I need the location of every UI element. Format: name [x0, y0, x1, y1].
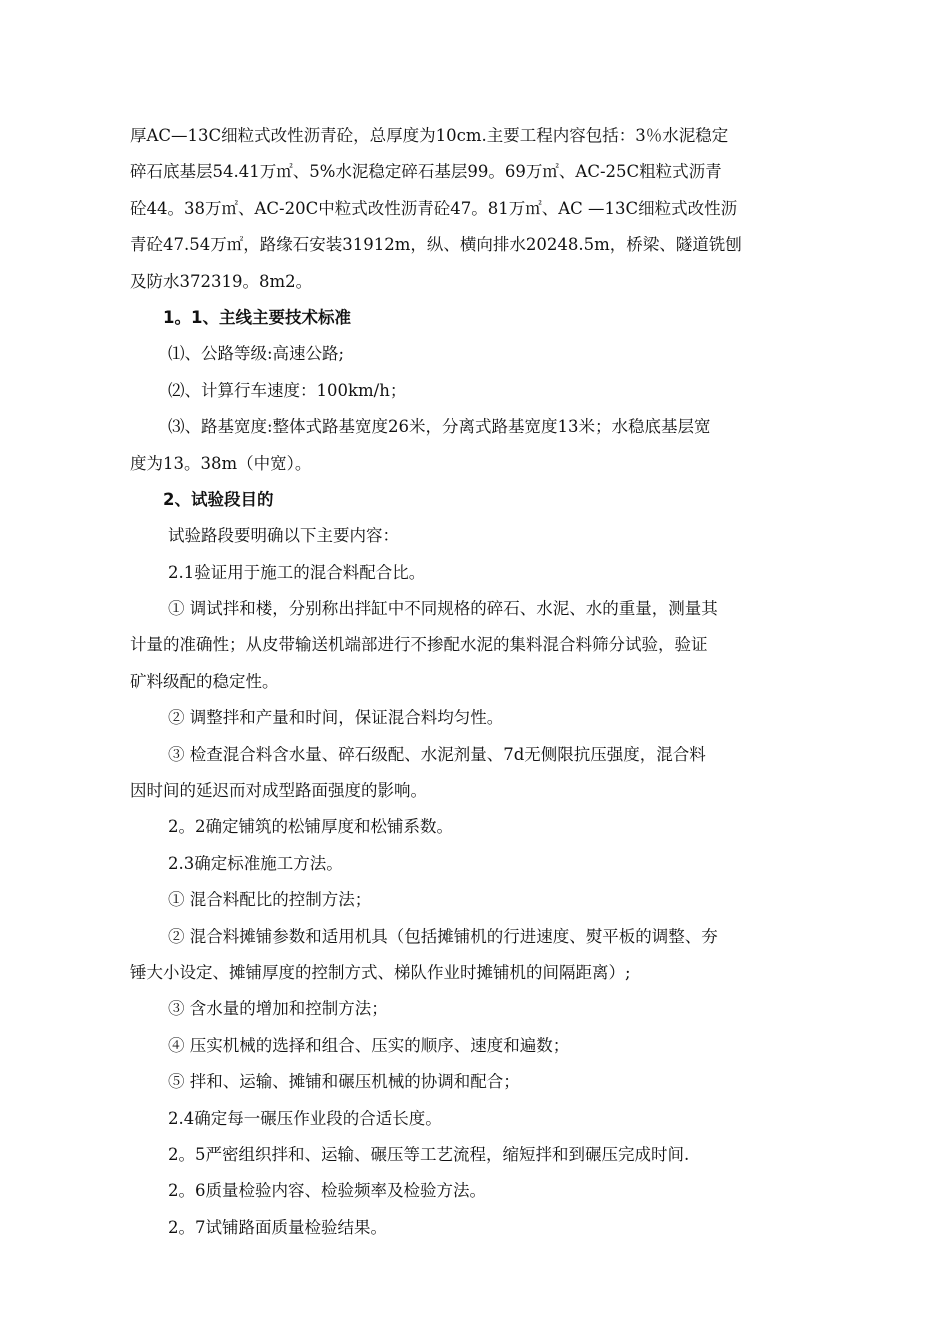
paragraph-2-3-a: ① 混合料配比的控制方法；	[168, 890, 372, 910]
document-body	[130, 118, 810, 1246]
text-line: 矿料级配的稳定性。	[130, 671, 279, 691]
text-line: ② 混合料摊铺参数和适用机具（包括摊铺机的行进速度、熨平板的调整、夯	[168, 926, 718, 946]
text-line: 计量的准确性；从皮带输送机端部进行不掺配水泥的集料混合料筛分试验，验证	[130, 635, 708, 655]
standard-item-1: ⑴、公路等级:高速公路;	[168, 344, 345, 364]
paragraph-2-6: 2。6质量检验内容、检验频率及检验方法。	[168, 1181, 486, 1201]
standard-item-2: ⑵、计算行车速度：100km/h；	[168, 380, 407, 400]
text-line: 砼44。38万㎡、AC-20C中粒式改性沥青砼47。81万㎡、AC —13C细粒式改性沥	[130, 198, 738, 218]
text-line: ③ 检查混合料含水量、碎石级配、水泥剂量、7d无侧限抗压强度，混合料	[168, 744, 706, 764]
text-line: 及防水372319。8m2。	[130, 271, 313, 291]
paragraph-2-1: 2.1验证用于施工的混合料配合比。	[168, 562, 426, 582]
paragraph-2-2: 2。2确定铺筑的松铺厚度和松铺系数。	[168, 817, 453, 837]
paragraph-2-7: 2。7试铺路面质量检验结果。	[168, 1217, 387, 1237]
paragraph-2-3-c: ③ 含水量的增加和控制方法；	[168, 999, 388, 1019]
paragraph-2-3-e: ⑤ 拌和、运输、摊铺和碾压机械的协调和配合；	[168, 1072, 520, 1092]
paragraph-2-1-b: ② 调整拌和产量和时间，保证混合料均匀性。	[168, 708, 504, 728]
paragraph-intro: 试验路段要明确以下主要内容：	[168, 526, 399, 546]
text-line: ⑶、路基宽度:整体式路基宽度26米，分离式路基宽度13米；水稳底基层宽	[168, 417, 711, 437]
paragraph-2-4: 2.4确定每一碾压作业段的合适长度。	[168, 1108, 442, 1128]
text-line: ① 调试拌和楼，分别称出拌缸中不同规格的碎石、水泥、水的重量，测量其	[168, 599, 718, 619]
text-line: 锤大小设定、摊铺厚度的控制方式、梯队作业时摊铺机的间隔距离）;	[130, 962, 631, 982]
text-line: 青砼47.54万㎡，路缘石安装31912m，纵、横向排水20248.5m，桥梁、隧道铣刨	[130, 235, 742, 255]
text-line: 碎石底基层54.41万㎡、5%水泥稳定碎石基层99。69万㎡、AC-25C粗粒式沥青	[130, 162, 722, 182]
text-line: 厚AC—13C细粒式改性沥青砼，总厚度为10cm.主要工程内容包括：3％水泥稳定	[130, 126, 729, 145]
intro-paragraph	[130, 118, 810, 300]
paragraph-2-5: 2。5严密组织拌和、运输、碾压等工艺流程，缩短拌和到碾压完成时间.	[168, 1144, 690, 1164]
paragraph-2-1-a	[130, 591, 810, 700]
section-heading-2: 2、试验段目的	[163, 489, 274, 509]
standard-item-3	[130, 409, 810, 482]
paragraph-2-1-c	[130, 737, 810, 810]
paragraph-2-3-b	[130, 919, 810, 992]
text-line: 因时间的延迟而对成型路面强度的影响。	[130, 781, 427, 801]
section-heading-1-1: 1。1、主线主要技术标准	[163, 307, 351, 327]
paragraph-2-3-d: ④ 压实机械的选择和组合、压实的顺序、速度和遍数；	[168, 1035, 570, 1055]
text-line: 度为13。38m（中宽）。	[130, 453, 312, 473]
paragraph-2-3: 2.3确定标准施工方法。	[168, 853, 343, 873]
